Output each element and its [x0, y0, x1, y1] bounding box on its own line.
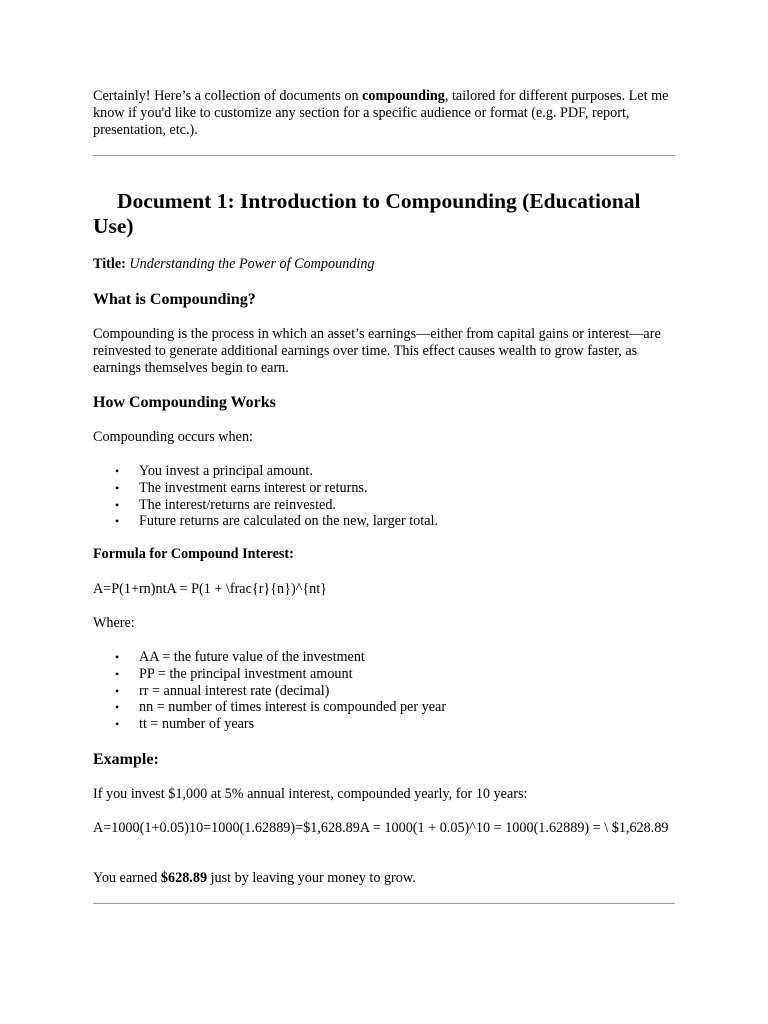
- earned-text-after: just by leaving your money to grow.: [207, 870, 416, 886]
- title-line: [93, 256, 675, 273]
- horizontal-rule: [93, 903, 675, 904]
- intro-paragraph: [93, 88, 693, 138]
- list-item: • PP = the principal investment amount: [93, 666, 446, 683]
- formula-heading: Formula for Compound Interest:: [93, 546, 294, 562]
- document-1-heading: Document 1: Introduction to Compounding (Educational Use): [93, 189, 641, 238]
- list-item: • Future returns are calculated on the new, larger total.: [93, 513, 438, 530]
- how-intro-text: Compounding occurs when:: [93, 429, 253, 445]
- earned-amount: $628.89: [160, 870, 208, 886]
- horizontal-rule: [93, 155, 675, 156]
- list-item: • The investment earns interest or returns.: [93, 480, 438, 497]
- intro-text-before: Certainly! Here’s a collection of documents on: [93, 88, 363, 104]
- list-item: • tt = number of years: [93, 716, 446, 733]
- how-compounding-works-heading: How Compounding Works: [93, 394, 276, 411]
- earned-text-before: You earned: [93, 870, 161, 886]
- intro-bold-term: compounding: [362, 88, 445, 104]
- how-list: [93, 463, 438, 530]
- example-text: If you invest $1,000 at 5% annual interest, compounded yearly, for 10 years:: [93, 786, 528, 802]
- example-calculation: A=1000(1+0.05)10=1000(1.62889)=$1,628.89A = 1000(1 + 0.05)^10 = 1000(1.62889) = \ $1,628.89: [93, 820, 669, 836]
- list-item: • rr = annual interest rate (decimal): [93, 683, 446, 700]
- list-item: • The interest/returns are reinvested.: [93, 497, 438, 514]
- formula-text: A=P(1+rn)ntA = P(1 + \frac{r}{n})^{nt}: [93, 581, 327, 597]
- title-value: Understanding the Power of Compounding: [129, 256, 375, 272]
- what-is-compounding-heading: What is Compounding?: [93, 291, 256, 308]
- list-item: • You invest a principal amount.: [93, 463, 438, 480]
- what-is-compounding-text: Compounding is the process in which an asset’s earnings—either from capital gains or interest—are reinvested to generate additional earnings over time. This effect causes wealth to grow faster, as earnings themselves begin to earn.: [93, 326, 661, 376]
- intro-text-after: , tailored for different purposes. Let me know if you'd like to customize any section for a specific audience or format (e.g. PDF, report, presentation, etc.).: [93, 88, 669, 138]
- list-item: • AA = the future value of the investment: [93, 649, 446, 666]
- where-label: Where:: [93, 615, 135, 631]
- earned-line: [93, 870, 675, 887]
- where-list: [93, 649, 446, 733]
- example-heading: Example:: [93, 751, 159, 768]
- title-label: Title:: [93, 256, 126, 272]
- list-item: • nn = number of times interest is compounded per year: [93, 699, 446, 716]
